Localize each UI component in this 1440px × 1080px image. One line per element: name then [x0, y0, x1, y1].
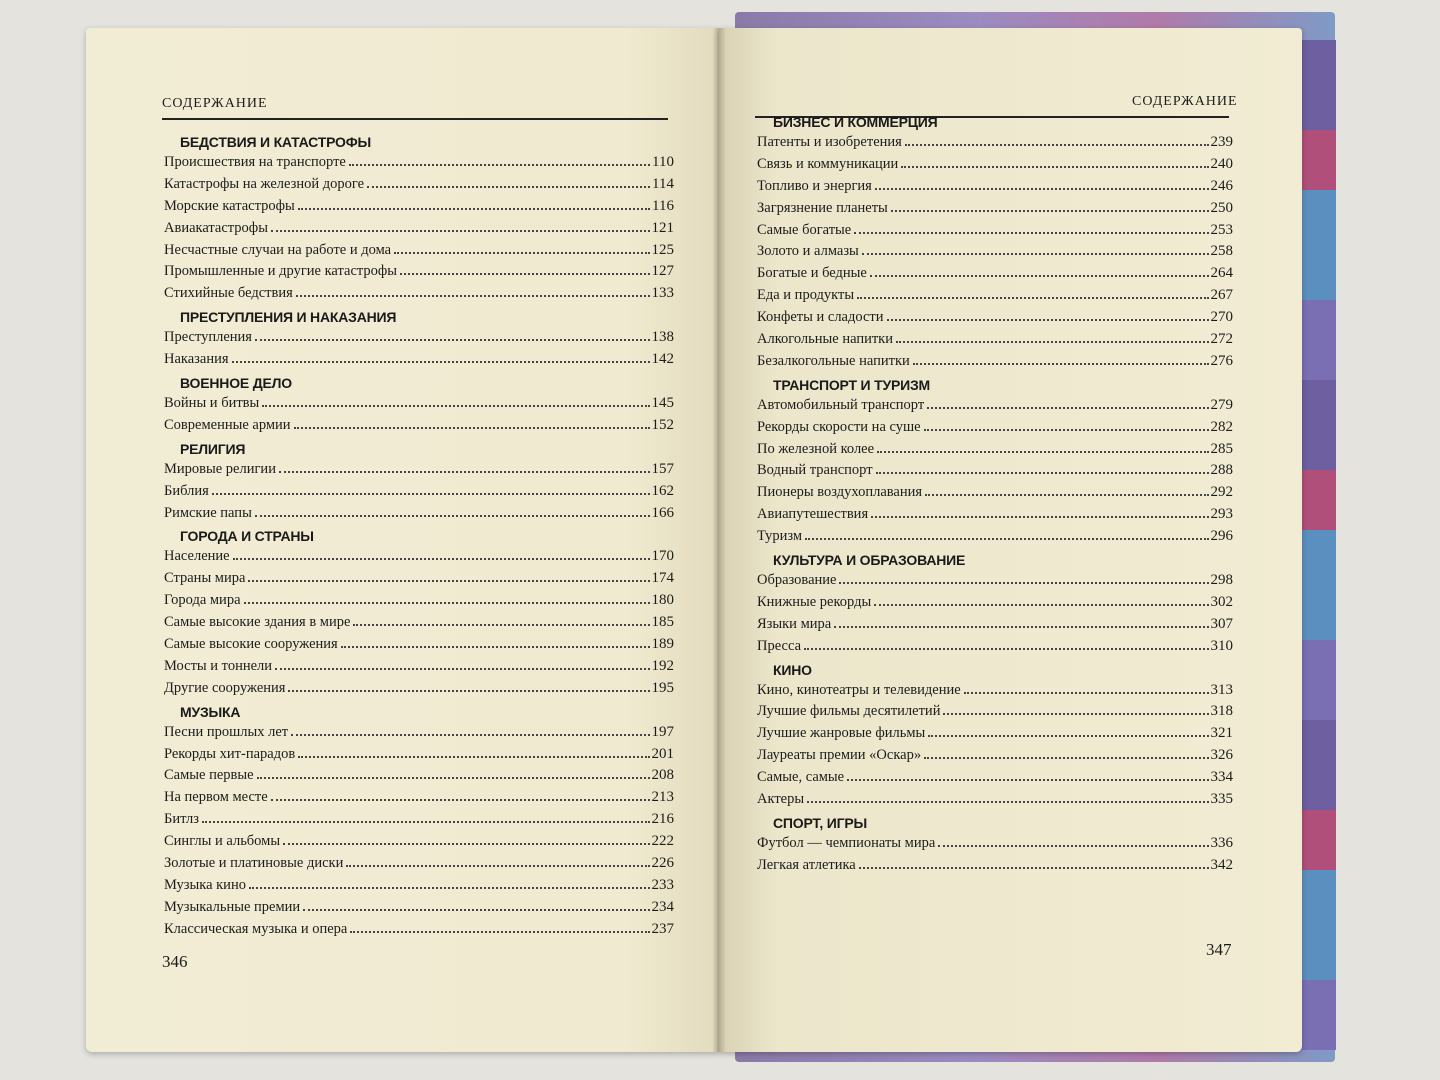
toc-leader-dots [905, 144, 1209, 146]
toc-leader-dots [862, 253, 1209, 255]
toc-entry-page-number: 197 [651, 723, 674, 740]
toc-leader-dots [938, 845, 1208, 847]
toc-entry-page-number: 321 [1210, 725, 1233, 742]
toc-entry-page-number: 313 [1210, 681, 1233, 698]
toc-section-title: КИНО [773, 661, 812, 678]
toc-entry-page-number: 189 [651, 636, 674, 653]
toc-entry [164, 283, 674, 305]
toc-entry [164, 722, 674, 744]
toc-entry-page-number: 195 [651, 679, 674, 696]
toc-entry-label: Образование [757, 572, 837, 589]
toc-entry-label: Патенты и изобретения [757, 134, 902, 150]
toc-entry-label: Самые богатые [757, 221, 852, 238]
toc-entry-page-number: 234 [651, 898, 674, 915]
toc-entry [164, 831, 674, 853]
toc-entry-page-number: 213 [651, 789, 674, 806]
toc-entry [757, 723, 1233, 745]
toc-entry-label: Мировые религии [164, 460, 276, 477]
toc-leader-dots [876, 472, 1209, 474]
toc-entry-label: Музыкальные премии [164, 898, 301, 915]
toc-entry-page-number: 110 [652, 154, 674, 170]
toc-entry-label: Страны мира [164, 570, 246, 587]
toc-entry [164, 590, 674, 612]
toc-entry-label: Классическая музыка и опера [164, 920, 348, 937]
toc-leader-dots [249, 887, 650, 889]
toc-entry-page-number: 267 [1210, 287, 1233, 304]
toc-entry-label: Битлз [164, 811, 200, 828]
toc-leader-dots [943, 713, 1208, 715]
toc-section-title: МУЗЫКА [180, 703, 241, 720]
toc-entry [757, 636, 1233, 658]
toc-entry-page-number: 264 [1210, 265, 1233, 282]
toc-section-title: БЕДСТВИЯ И КАТАСТРОФЫ [180, 134, 371, 150]
toc-entry [164, 612, 674, 634]
left-header-rule [162, 118, 668, 120]
toc-entry-label: Актеры [757, 791, 805, 808]
toc-entry-page-number: 222 [651, 833, 674, 850]
toc-entry-page-number: 125 [651, 241, 674, 258]
toc-entry-page-number: 216 [651, 811, 674, 828]
toc-leader-dots [394, 252, 649, 254]
toc-entry [164, 261, 674, 283]
toc-entry-page-number: 157 [651, 460, 674, 477]
toc-entry-label: Футбол — чемпионаты мира [757, 834, 936, 851]
toc-entry [757, 526, 1233, 548]
toc-section-title: ВОЕННОЕ ДЕЛО [180, 375, 292, 392]
toc-leader-dots [877, 451, 1208, 453]
toc-entry-page-number: 279 [1210, 396, 1233, 413]
toc-entry-page-number: 133 [651, 285, 674, 302]
toc-entry-page-number: 116 [652, 197, 674, 214]
toc-entry [164, 656, 674, 678]
toc-entry [164, 678, 674, 700]
toc-entry-label: Катастрофы на железной дороге [164, 175, 365, 192]
toc-section-title: ПРЕСТУПЛЕНИЯ И НАКАЗАНИЯ [180, 309, 397, 326]
toc-entry-label: Стихийные бедствия [164, 285, 293, 302]
toc-leader-dots [232, 361, 650, 363]
toc-entry-label: Загрязнение планеты [757, 199, 888, 216]
toc-entry-page-number: 318 [1210, 703, 1233, 720]
toc-leader-dots [233, 558, 650, 560]
toc-entry-page-number: 240 [1210, 155, 1233, 172]
toc-leader-dots [288, 690, 649, 692]
toc-entry [164, 919, 674, 941]
toc-entry-label: Преступления [164, 329, 252, 346]
toc-entry-page-number: 302 [1210, 593, 1233, 610]
toc-entry [757, 154, 1233, 176]
right-folio: 347 [1206, 940, 1232, 959]
toc-entry [757, 592, 1233, 614]
toc-leader-dots [283, 843, 649, 845]
toc-leader-dots [924, 429, 1209, 431]
toc-entry [757, 198, 1233, 220]
toc-leader-dots [262, 405, 649, 407]
toc-leader-dots [349, 164, 650, 166]
toc-entry [164, 634, 674, 656]
toc-entry-label: На первом месте [164, 789, 268, 806]
toc-entry-page-number: 145 [651, 395, 674, 412]
toc-entry-page-number: 307 [1210, 615, 1233, 632]
toc-entry-page-number: 166 [651, 504, 674, 521]
toc-entry-page-number: 285 [1210, 440, 1233, 457]
toc-entry-label: Население [164, 548, 230, 565]
toc-leader-dots [891, 210, 1209, 212]
toc-entry-page-number: 326 [1210, 747, 1233, 764]
toc-entry-page-number: 282 [1210, 418, 1233, 435]
toc-entry [757, 329, 1233, 351]
toc-leader-dots [834, 626, 1208, 628]
toc-entry [164, 459, 674, 481]
toc-entry-label: Языки мира [757, 615, 832, 632]
toc-entry-page-number: 239 [1210, 134, 1233, 150]
toc-entry-label: Морские катастрофы [164, 197, 295, 214]
toc-entry-label: Туризм [757, 528, 803, 545]
toc-leader-dots [839, 582, 1208, 584]
toc-entry-label: Автомобильный транспорт [757, 396, 925, 413]
right-toc [757, 110, 1233, 877]
toc-leader-dots [807, 801, 1208, 803]
toc-entry-page-number: 208 [651, 767, 674, 784]
toc-entry-label: Лауреаты премии «Оскар» [757, 747, 922, 764]
toc-entry [757, 439, 1233, 461]
toc-leader-dots [913, 363, 1209, 365]
toc-entry-label: Рекорды скорости на суше [757, 418, 921, 435]
toc-leader-dots [859, 867, 1209, 869]
toc-entry-page-number: 276 [1210, 352, 1233, 369]
toc-entry-page-number: 258 [1210, 243, 1233, 260]
toc-entry-label: Авиапутешествия [757, 506, 869, 523]
toc-entry [164, 503, 674, 525]
left-folio: 346 [162, 952, 188, 971]
toc-entry [757, 789, 1233, 811]
toc-entry [164, 196, 674, 218]
toc-leader-dots [291, 734, 649, 736]
toc-entry-page-number: 127 [651, 263, 674, 280]
toc-entry-label: Несчастные случаи на работе и дома [164, 241, 392, 258]
toc-entry [757, 285, 1233, 307]
toc-entry-label: Лучшие фильмы десятилетий [757, 703, 941, 720]
toc-entry-label: Происшествия на транспорте [164, 154, 346, 170]
toc-entry-label: Наказания [164, 351, 229, 368]
toc-leader-dots [244, 602, 650, 604]
toc-leader-dots [875, 188, 1209, 190]
toc-entry-label: Мосты и тоннели [164, 657, 273, 674]
toc-leader-dots [248, 580, 649, 582]
toc-entry-label: Еда и продукты [757, 287, 855, 304]
toc-entry-page-number: 162 [651, 482, 674, 499]
toc-entry-label: Богатые и бедные [757, 265, 867, 282]
toc-entry-label: Связь и коммуникации [757, 155, 899, 172]
toc-entry [757, 220, 1233, 242]
toc-section-title: СПОРТ, ИГРЫ [773, 814, 867, 831]
toc-leader-dots [805, 538, 1208, 540]
left-toc [164, 130, 674, 941]
toc-entry [757, 263, 1233, 285]
toc-entry [164, 152, 674, 174]
toc-entry-label: Книжные рекорды [757, 593, 872, 610]
toc-entry-label: Алкогольные напитки [757, 331, 893, 348]
toc-entry [164, 415, 674, 437]
toc-entry [757, 307, 1233, 329]
toc-leader-dots [964, 692, 1209, 694]
toc-entry [164, 240, 674, 262]
toc-section-title: РЕЛИГИЯ [180, 440, 246, 457]
toc-entry [164, 744, 674, 766]
toc-leader-dots [924, 757, 1208, 759]
toc-entry-page-number: 298 [1210, 572, 1233, 589]
toc-entry-page-number: 138 [651, 329, 674, 346]
toc-entry-label: Библия [164, 482, 209, 499]
toc-entry-page-number: 288 [1210, 462, 1233, 479]
toc-entry-label: Самые первые [164, 767, 254, 784]
toc-entry-page-number: 152 [651, 416, 674, 433]
toc-leader-dots [271, 799, 650, 801]
toc-entry-page-number: 336 [1210, 834, 1233, 851]
right-running-head: СОДЕРЖАНИЕ [1132, 94, 1238, 109]
toc-entry [164, 218, 674, 240]
toc-entry-label: Музыка кино [164, 876, 246, 893]
toc-leader-dots [871, 516, 1208, 518]
toc-entry-label: Легкая атлетика [757, 856, 856, 873]
toc-leader-dots [367, 186, 650, 188]
toc-leader-dots [341, 646, 650, 648]
toc-entry-label: Авиакатастрофы [164, 219, 268, 236]
toc-leader-dots [925, 494, 1208, 496]
toc-entry-page-number: 170 [651, 548, 674, 565]
toc-leader-dots [303, 909, 649, 911]
toc-leader-dots [257, 777, 650, 779]
toc-entry-page-number: 142 [651, 351, 674, 368]
toc-entry [164, 349, 674, 371]
toc-entry [164, 568, 674, 590]
toc-entry-label: Золотые и платиновые диски [164, 855, 344, 872]
toc-entry-page-number: 334 [1210, 769, 1233, 786]
toc-entry-label: Кино, кинотеатры и телевидение [757, 681, 961, 698]
toc-entry-page-number: 253 [1210, 221, 1233, 238]
toc-entry-label: Другие сооружения [164, 679, 286, 696]
toc-entry-page-number: 201 [651, 745, 674, 762]
toc-leader-dots [298, 208, 650, 210]
toc-entry [757, 417, 1233, 439]
toc-leader-dots [847, 779, 1208, 781]
toc-entry [757, 395, 1233, 417]
toc-entry [164, 853, 674, 875]
toc-entry-label: Топливо и энергия [757, 177, 872, 194]
toc-entry [164, 327, 674, 349]
toc-entry-page-number: 233 [651, 876, 674, 893]
toc-leader-dots [350, 931, 649, 933]
left-running-head: СОДЕРЖАНИЕ [162, 96, 268, 111]
toc-leader-dots [887, 319, 1209, 321]
toc-entry-label: Самые высокие здания в мире [164, 614, 351, 631]
toc-entry-page-number: 296 [1210, 528, 1233, 545]
toc-entry-label: Промышленные и другие катастрофы [164, 263, 398, 280]
toc-leader-dots [275, 668, 649, 670]
toc-entry-page-number: 174 [651, 570, 674, 587]
toc-leader-dots [212, 493, 650, 495]
toc-entry-page-number: 180 [651, 592, 674, 609]
toc-entry-page-number: 335 [1210, 791, 1233, 808]
toc-entry [164, 875, 674, 897]
toc-section-title: ГОРОДА И СТРАНЫ [180, 528, 314, 545]
toc-leader-dots [870, 275, 1209, 277]
toc-entry-label: Песни прошлых лет [164, 723, 289, 740]
toc-entry [164, 809, 674, 831]
toc-section-title: БИЗНЕС И КОММЕРЦИЯ [773, 114, 938, 130]
toc-leader-dots [255, 515, 650, 517]
toc-leader-dots [901, 166, 1208, 168]
toc-entry-label: Современные армии [164, 416, 291, 433]
toc-entry [757, 767, 1233, 789]
toc-entry [757, 833, 1233, 855]
toc-entry [164, 174, 674, 196]
toc-entry-page-number: 292 [1210, 484, 1233, 501]
toc-entry [164, 765, 674, 787]
toc-entry [757, 614, 1233, 636]
toc-entry-page-number: 293 [1210, 506, 1233, 523]
toc-entry [757, 504, 1233, 526]
toc-leader-dots [804, 648, 1208, 650]
toc-entry-label: Лучшие жанровые фильмы [757, 725, 926, 742]
toc-leader-dots [927, 407, 1208, 409]
toc-entry-label: Конфеты и сладости [757, 309, 884, 326]
toc-entry-page-number: 192 [651, 657, 674, 674]
toc-entry-page-number: 121 [651, 219, 674, 236]
toc-section-title: КУЛЬТУРА И ОБРАЗОВАНИЕ [773, 552, 966, 569]
toc-section-title: ТРАНСПОРТ И ТУРИЗМ [773, 376, 930, 393]
toc-leader-dots [294, 427, 650, 429]
toc-entry-label: Водный транспорт [757, 462, 873, 479]
toc-entry-label: Безалкогольные напитки [757, 352, 910, 369]
toc-entry [164, 546, 674, 568]
toc-entry [757, 680, 1233, 702]
toc-leader-dots [896, 341, 1209, 343]
toc-entry [164, 393, 674, 415]
toc-leader-dots [296, 295, 650, 297]
toc-entry [757, 176, 1233, 198]
toc-entry-label: Самые высокие сооружения [164, 636, 338, 653]
toc-leader-dots [346, 865, 649, 867]
toc-leader-dots [353, 624, 649, 626]
toc-entry-label: Римские папы [164, 504, 252, 521]
toc-entry-label: Синглы и альбомы [164, 833, 281, 850]
toc-entry [757, 482, 1233, 504]
toc-entry-page-number: 246 [1210, 177, 1233, 194]
toc-entry-label: Золото и алмазы [757, 243, 859, 260]
toc-entry-page-number: 272 [1210, 331, 1233, 348]
toc-entry-page-number: 185 [651, 614, 674, 631]
toc-entry [757, 855, 1233, 877]
book-gutter [712, 28, 726, 1052]
toc-entry-label: По железной колее [757, 440, 875, 457]
toc-entry-page-number: 226 [651, 855, 674, 872]
toc-entry [757, 745, 1233, 767]
toc-entry-page-number: 270 [1210, 309, 1233, 326]
toc-entry [164, 481, 674, 503]
toc-entry-page-number: 237 [651, 920, 674, 937]
toc-entry [757, 351, 1233, 373]
toc-entry-page-number: 250 [1210, 199, 1233, 216]
toc-entry [757, 241, 1233, 263]
toc-leader-dots [202, 821, 649, 823]
toc-leader-dots [271, 230, 650, 232]
toc-leader-dots [928, 735, 1208, 737]
toc-leader-dots [255, 339, 650, 341]
toc-entry [164, 787, 674, 809]
toc-leader-dots [874, 604, 1208, 606]
toc-entry-page-number: 310 [1210, 637, 1233, 654]
toc-leader-dots [279, 471, 650, 473]
toc-leader-dots [857, 297, 1208, 299]
toc-entry [757, 570, 1233, 592]
toc-entry-page-number: 114 [652, 175, 674, 192]
toc-entry [757, 132, 1233, 154]
toc-leader-dots [854, 232, 1208, 234]
toc-leader-dots [400, 273, 649, 275]
toc-entry-label: Пресса [757, 637, 802, 654]
toc-entry-label: Рекорды хит-парадов [164, 745, 296, 762]
toc-entry-label: Города мира [164, 592, 241, 609]
toc-entry [164, 897, 674, 919]
toc-entry-page-number: 342 [1210, 856, 1233, 873]
toc-entry [757, 701, 1233, 723]
toc-entry-label: Самые, самые [757, 769, 845, 786]
toc-leader-dots [298, 756, 649, 758]
toc-entry [757, 460, 1233, 482]
toc-entry-label: Пионеры воздухоплавания [757, 484, 923, 501]
toc-entry-label: Войны и битвы [164, 395, 260, 412]
